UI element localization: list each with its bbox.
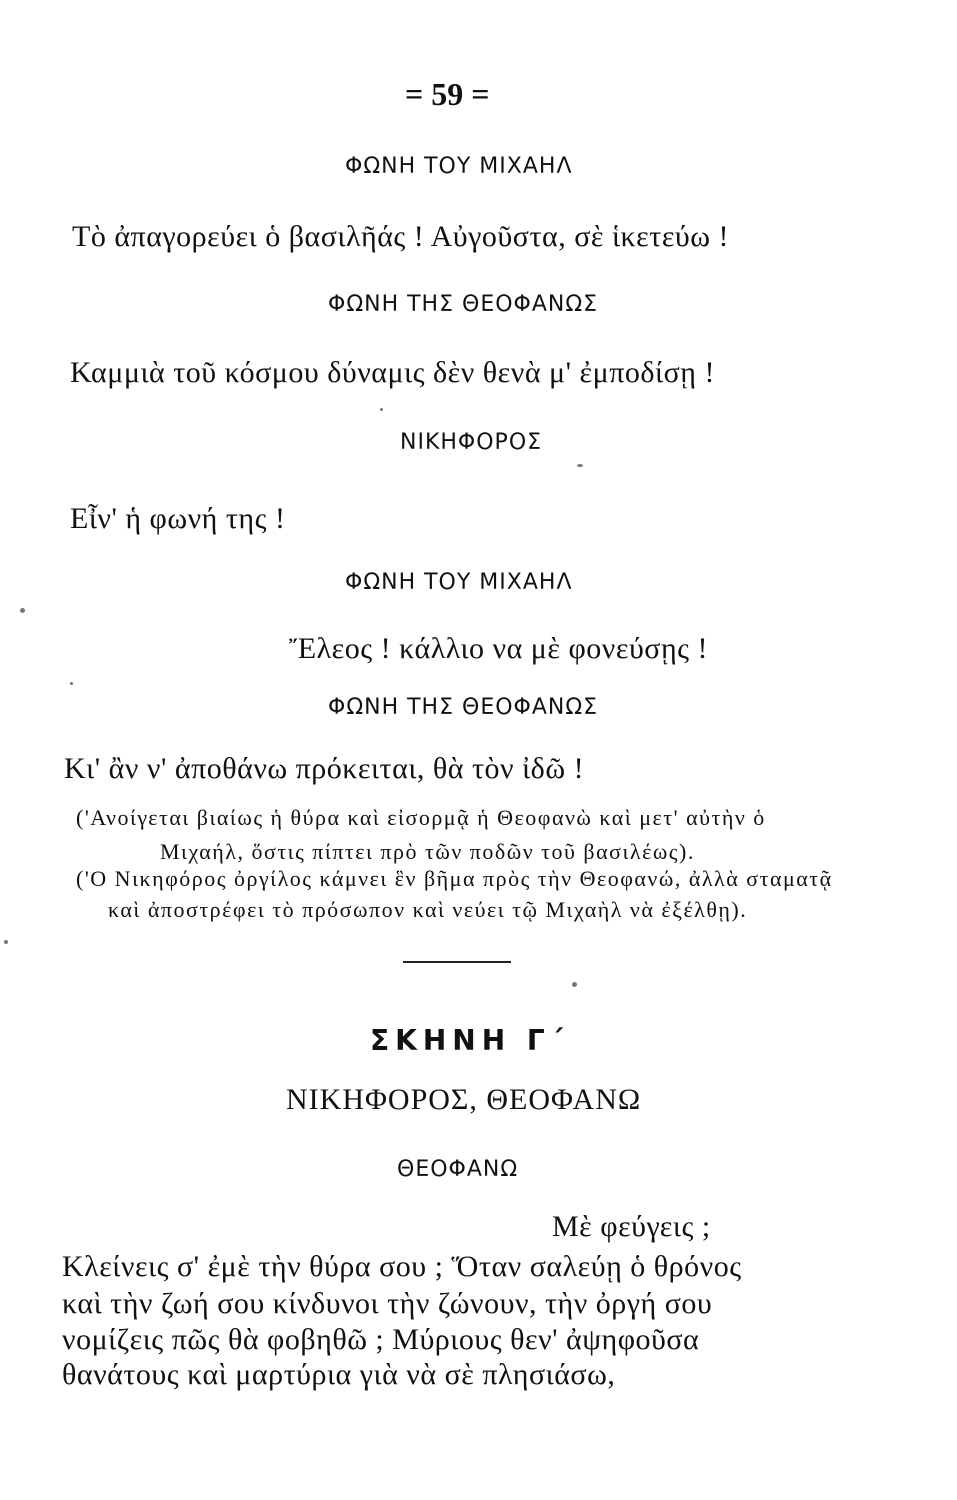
section-divider xyxy=(403,961,511,963)
verse-line: Μὲ φεύγεις ; xyxy=(552,1210,711,1243)
print-speck xyxy=(20,608,25,613)
verse-line: νομίζεις πῶς θὰ φοβηθῶ ; Μύριους θεν' ἀψηφοῦσα xyxy=(62,1323,700,1356)
verse-line: Ἔλεος ! κάλλιο να μὲ φονεύσῃς ! xyxy=(289,632,709,665)
verse-line: καὶ τὴν ζωή σου κίνδυνοι τὴν ζώνουν, τὴν ὀργή σου xyxy=(62,1287,713,1320)
speaker-label: ΘΕΟΦΑΝΩ xyxy=(397,1157,519,1182)
print-speck xyxy=(380,408,383,411)
scene-characters: ΝΙΚΗΦΟΡΟΣ, ΘΕΟΦΑΝΩ xyxy=(286,1083,642,1116)
print-speck xyxy=(572,982,577,987)
print-speck xyxy=(70,682,73,685)
page-number: = 59 = xyxy=(405,76,490,112)
verse-line: Εἶν' ἡ φωνή της ! xyxy=(70,502,286,535)
verse-line: θανάτους καὶ μαρτύρια γιὰ νὰ σὲ πλησιάσω, xyxy=(62,1358,616,1391)
stage-direction: καὶ ἀποστρέφει τὸ πρόσωπον καὶ νεύει τῷ Μιχαὴλ νὰ ἐξέλθῃ). xyxy=(108,897,748,922)
verse-line: Καμμιὰ τοῦ κόσμου δύναμις δὲν θενὰ μ' ἐμποδίσῃ ! xyxy=(70,356,715,389)
speaker-label: ΦΩΝΗ ΤΟΥ ΜΙΧΑΗΛ xyxy=(345,570,573,595)
print-speck xyxy=(4,940,8,944)
speaker-label: ΦΩΝΗ ΤΟΥ ΜΙΧΑΗΛ xyxy=(345,154,573,179)
stage-direction: ('Ο Νικηφόρος ὀργίλος κάμνει ἓν βῆμα πρὸς τὴν Θεοφανώ, ἀλλὰ σταματᾷ xyxy=(76,866,833,891)
verse-line: Τὸ ἀπαγορεύει ὁ βασιλῆάς ! Αὐγοῦστα, σὲ ἱκετεύω ! xyxy=(72,220,730,253)
speaker-label: ΦΩΝΗ ΤΗΣ ΘΕΟΦΑΝΩΣ xyxy=(328,292,599,317)
verse-line: Κλείνεις σ' ἐμὲ τὴν θύρα σου ; Ὅταν σαλεύῃ ὁ θρόνος xyxy=(62,1250,742,1283)
verse-line: Κι' ἂν ν' ἀποθάνω πρόκειται, θὰ τὸν ἰδῶ ! xyxy=(64,752,585,785)
print-speck xyxy=(577,464,583,467)
speaker-label: ΦΩΝΗ ΤΗΣ ΘΕΟΦΑΝΩΣ xyxy=(328,695,599,720)
scene-title: ΣΚΗΝΗ Γ΄ xyxy=(370,1024,570,1057)
stage-direction: ('Ανοίγεται βιαίως ἡ θύρα καὶ εἰσορμᾷ ἡ Θεοφανὼ καὶ μετ' αὐτὴν ὁ xyxy=(76,805,766,830)
speaker-label: ΝΙΚΗΦΟΡΟΣ xyxy=(400,430,543,455)
stage-direction: Μιχαήλ, ὅστις πίπτει πρὸ τῶν ποδῶν τοῦ βασιλέως). xyxy=(160,839,695,864)
